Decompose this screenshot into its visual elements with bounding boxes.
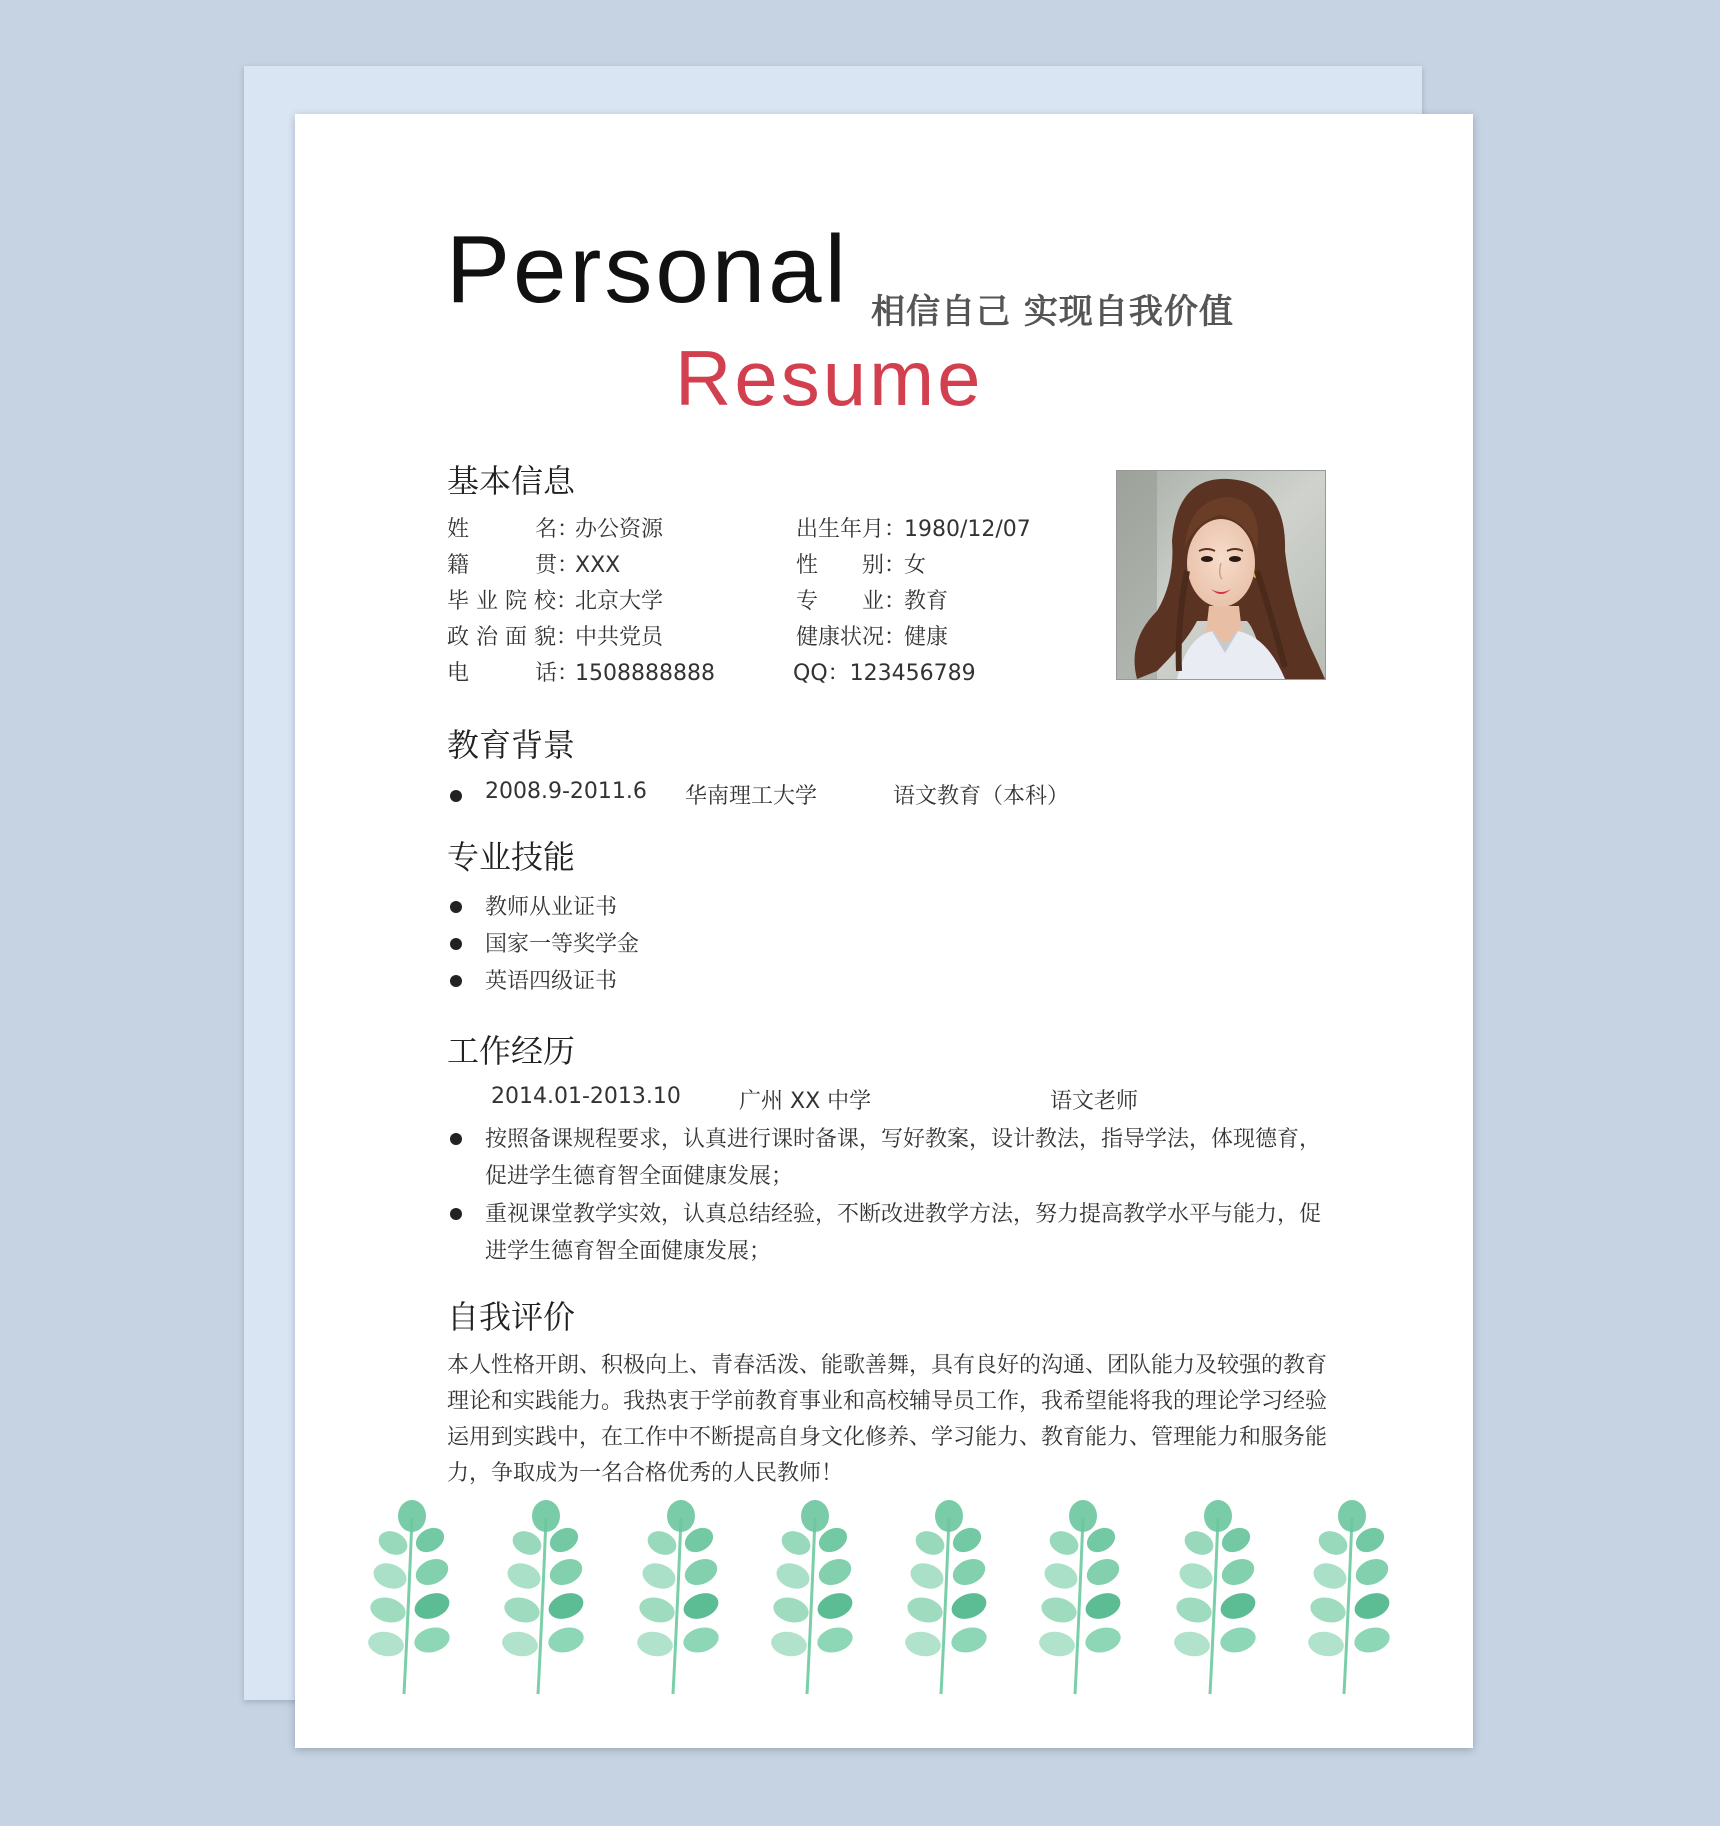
info-health xyxy=(796,620,948,651)
info-label: 姓 名： xyxy=(447,517,580,542)
info-name xyxy=(447,512,663,543)
info-value: 办公资源 xyxy=(575,517,664,542)
slogan: 相信自己 实现自我价值 xyxy=(871,292,1234,332)
info-label: 毕 业 院 校： xyxy=(447,589,578,614)
leaf-sprig-icon xyxy=(360,1498,460,1698)
info-major xyxy=(796,584,948,615)
bullet-dot-icon xyxy=(450,1208,462,1220)
skill-item: 教师从业证书 xyxy=(485,895,618,920)
info-value: XXX xyxy=(575,553,621,578)
title-resume: Resume xyxy=(675,334,984,422)
leaf-sprig-icon xyxy=(629,1498,729,1698)
bullet-dot-icon xyxy=(450,938,462,950)
leaf-sprig-icon xyxy=(1166,1498,1266,1698)
work-period: 2014.01-2013.10 xyxy=(491,1084,681,1109)
info-value: 健康 xyxy=(904,625,949,650)
info-value: 123456789 xyxy=(849,661,976,686)
info-label: 出生年月： xyxy=(796,517,907,542)
skill-item: 英语四级证书 xyxy=(485,969,618,994)
info-school xyxy=(447,584,663,615)
info-label: QQ： xyxy=(793,661,850,686)
work-duty-line: 按照备课规程要求，认真进行课时备课，写好教案，设计教法，指导学法，体现德育， xyxy=(485,1127,1322,1152)
info-label: 健康状况： xyxy=(796,625,907,650)
education-heading: 教育背景 xyxy=(447,726,576,764)
info-label: 电 话： xyxy=(447,661,580,686)
info-qq xyxy=(793,656,976,687)
info-label: 专 业： xyxy=(796,589,907,614)
skills-heading: 专业技能 xyxy=(447,838,576,876)
info-value: 教育 xyxy=(904,589,949,614)
education-school: 华南理工大学 xyxy=(685,784,818,809)
bullet-dot-icon xyxy=(450,1133,462,1145)
leaf-sprig-icon xyxy=(1300,1498,1400,1698)
work-duty-line: 重视课堂教学实效，认真总结经验，不断改进教学方法，努力提高教学水平与能力，促 xyxy=(485,1202,1322,1227)
self-eval-heading: 自我评价 xyxy=(447,1298,576,1336)
resume-page xyxy=(295,114,1473,1748)
info-label: 性 别： xyxy=(796,553,907,578)
info-value: 北京大学 xyxy=(575,589,664,614)
work-heading: 工作经历 xyxy=(447,1032,576,1070)
self-eval-text: 本人性格开朗、积极向上、青春活泼、能歌善舞，具有良好的沟通、团队能力及较强的教育理论和实践能力。我热衷于学前教育事业和高校辅导员工作，我希望能将我的理论学习经验运用到实践中，在工作中不断提高自身文化修养、学习能力、教育能力、管理能力和服务能力，争取成为一名合格优秀的人民教师！ xyxy=(447,1353,1328,1486)
work-company: 广州 XX 中学 xyxy=(739,1089,872,1114)
skill-item: 国家一等奖学金 xyxy=(485,932,640,957)
work-duty-line: 促进学生德育智全面健康发展； xyxy=(485,1164,794,1189)
leaf-sprig-icon xyxy=(763,1498,863,1698)
portrait-illustration xyxy=(1117,471,1325,679)
bullet-dot-icon xyxy=(450,790,462,802)
education-major: 语文教育（本科） xyxy=(893,784,1070,809)
info-value: 1980/12/07 xyxy=(904,517,1031,542)
info-political xyxy=(447,620,663,651)
info-gender xyxy=(796,548,926,579)
work-duty-line: 进学生德育智全面健康发展； xyxy=(485,1239,772,1264)
leaf-sprig-icon xyxy=(897,1498,997,1698)
education-period: 2008.9-2011.6 xyxy=(485,779,647,804)
bullet-dot-icon xyxy=(450,901,462,913)
leaf-sprig-icon xyxy=(1031,1498,1131,1698)
leaf-decoration-row xyxy=(360,1498,1400,1698)
info-hometown xyxy=(447,548,620,579)
info-value: 1508888888 xyxy=(575,661,715,686)
info-birth xyxy=(796,512,1031,543)
leaf-sprig-icon xyxy=(494,1498,594,1698)
info-value: 中共党员 xyxy=(575,625,664,650)
title-personal: Personal xyxy=(446,216,849,323)
info-label: 政 治 面 貌： xyxy=(447,625,578,650)
portrait-photo xyxy=(1116,470,1326,680)
info-value: 女 xyxy=(904,553,927,578)
basic-info-heading: 基本信息 xyxy=(447,462,576,500)
info-label: 籍 贯： xyxy=(447,553,580,578)
info-phone xyxy=(447,656,715,687)
work-position: 语文老师 xyxy=(1050,1089,1139,1114)
bullet-dot-icon xyxy=(450,975,462,987)
